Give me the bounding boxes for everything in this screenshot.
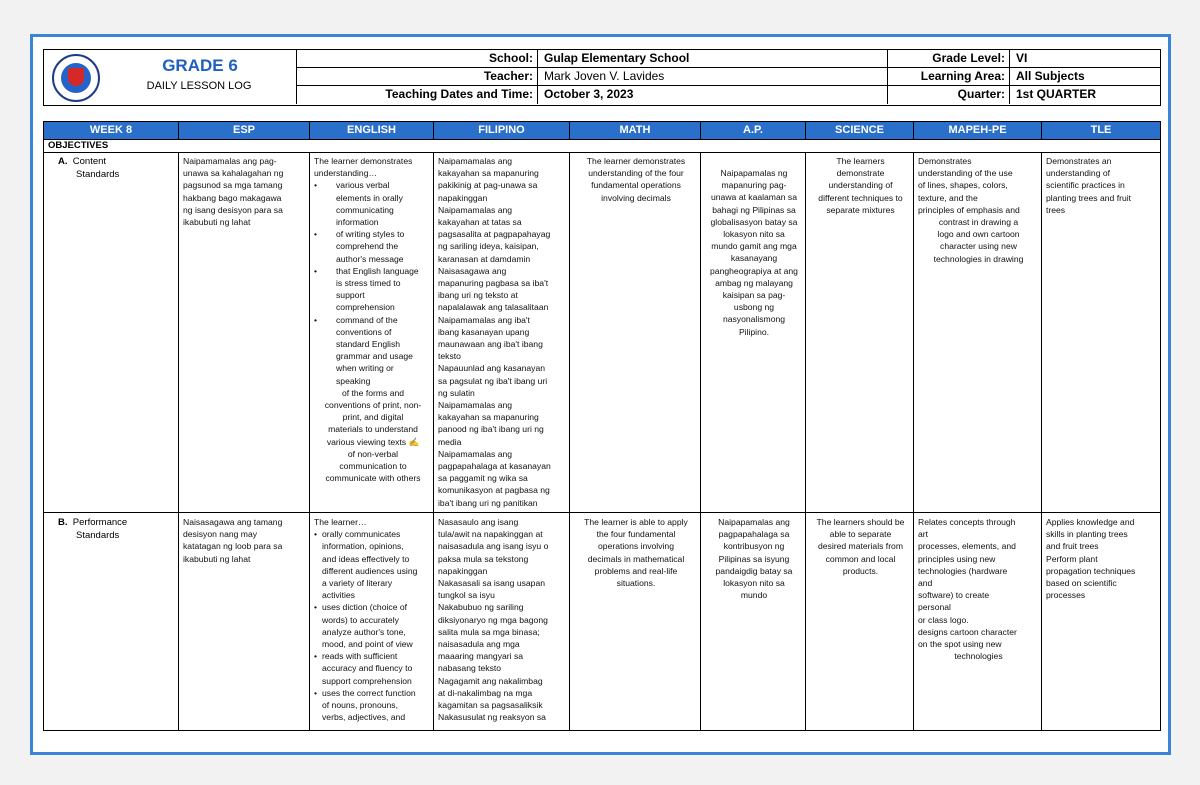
text-line: art [918, 529, 929, 540]
text-line: kagamitan sa pagsasaliksik [438, 700, 543, 711]
text-line: problems and real-life [594, 565, 678, 576]
text-line: understanding of [828, 180, 893, 191]
row-a-esp [183, 155, 307, 228]
text-line: Pilipino. [738, 326, 770, 337]
text-line: The learner demonstrates [586, 156, 686, 166]
text-line: karanasan at damdamin [438, 253, 531, 264]
text-line: ibang kasanayan upang [438, 326, 530, 337]
col-mapeh: MAPEH-PE [913, 122, 1041, 139]
bullet-item: • that English language is stress timed to support comprehension [314, 265, 432, 314]
text-line: products. [842, 565, 879, 576]
row-a-science [810, 155, 911, 216]
text-line: pangheograpiya at ang [710, 265, 798, 276]
text-line: decimals in mathematical [587, 553, 685, 564]
dates-label: Teaching Dates and Time: [296, 86, 537, 104]
text-line: Naisasagawa ang tamang [183, 517, 283, 527]
bullet-item: • uses diction (choice of words) to accurately analyze author's tone, mood, and point of view [314, 601, 432, 650]
text-line: processes [1046, 590, 1086, 601]
deped-seal-icon [52, 54, 100, 102]
text-line: ng sulatin [438, 387, 475, 398]
row-b-label: B. Performance Standards [58, 517, 128, 541]
bullet-item: • uses the correct function of nouns, pronouns, verbs, adjectives, and [314, 687, 432, 724]
text-line: demonstrate [836, 168, 885, 179]
text-line: desired materials from [817, 541, 903, 552]
text-line: salita mula sa mga binasa; [438, 626, 540, 637]
text-line: contrast in drawing a [938, 217, 1019, 228]
text-line: propagation techniques [1046, 565, 1136, 576]
grade-level-value: VI [1009, 50, 1161, 68]
school-value: Gulap Elementary School [537, 50, 887, 68]
text-line: pagpapahalaga sa [718, 529, 790, 540]
text-line: ikabubuti ng lahat [183, 553, 251, 564]
text-line: technologies (hardware [918, 565, 1008, 576]
row-a-english: The learner demonstrates understanding… • various verbal elements in orally communicating information • of writing styles to comprehend the author's message • that English language is stress timed to support comprehension • command of the conventions of standard English grammar and usage when writing or speaking of the forms and conventions of print, non- print, and digital materials to understand various viewing texts ✍ of non-verbal communication to communicate with others [314, 155, 432, 484]
row-b-ap [705, 516, 803, 601]
col-week: WEEK 8 [89, 124, 133, 136]
text-line: and [918, 578, 933, 589]
text-line: technologies in drawing [933, 253, 1024, 264]
text-line: pagsunod sa mga tamang [183, 180, 283, 191]
text-line: pakikinig at pag-unawa sa [438, 180, 538, 191]
row-a-math [574, 155, 698, 204]
text-line: napakinggan [438, 192, 488, 203]
text-line: texture, and the [918, 192, 978, 203]
text-line: kakayahan sa mapanuring [438, 168, 539, 179]
text-line: different techniques to [818, 192, 903, 203]
text-line: Nakabubuo ng sariling [438, 602, 524, 613]
text-line: Naipamamalas ang iba't [438, 314, 530, 325]
row-a-english-tail [314, 387, 432, 485]
row-b-tle [1046, 516, 1158, 601]
text-line: ng isang desisyon para sa [183, 204, 283, 215]
log-subtitle: DAILY LESSON LOG [146, 80, 252, 92]
text-line: Nakasasali sa isang usapan [438, 578, 546, 589]
text-line: nabasang teksto [438, 663, 502, 674]
text-line: fundamental operations [591, 180, 681, 191]
dates-value: October 3, 2023 [537, 86, 887, 104]
text-line: materials to understand [328, 424, 418, 435]
text-line: sa pagsulat ng iba't ibang uri [438, 375, 548, 386]
text-line: at di-nakalimbag na mga [438, 687, 533, 698]
text-line: ng sariling ideya, kaisipan, [438, 241, 539, 252]
text-line: tula/awit na napakinggan at [438, 529, 543, 540]
text-line: various viewing texts ✍ [326, 436, 420, 447]
row-b-english-bullets [314, 528, 432, 723]
text-line: kakayahan at tatas sa [438, 217, 522, 228]
col-science: SCIENCE [805, 122, 913, 139]
grade-title: GRADE 6 [162, 56, 238, 75]
text-line: Naipapamalas ang [718, 517, 790, 527]
text-line: kakayahan sa mapanuring [438, 412, 539, 423]
text-line: Nagagamit ang nakalimbag [438, 675, 543, 686]
text-line: Napauunlad ang kasanayan [438, 363, 546, 374]
text-line: hakbang bago makagawa [183, 192, 282, 203]
table-header [44, 122, 1160, 139]
text-line: Naipamamalas ang [438, 448, 513, 459]
text-line: conventions of print, non- [324, 400, 422, 411]
text-line: katatagan ng loob para sa [183, 541, 283, 552]
text-line: Naisasagawa ang [438, 265, 507, 276]
learning-area-label: Learning Area: [887, 68, 1009, 86]
text-line: personal [918, 602, 951, 613]
text-line: Perform plant [1046, 553, 1098, 564]
text-line: separate mixtures [826, 204, 895, 215]
text-line: naisasadula ang mga [438, 639, 520, 650]
text-line: processes, elements, and [918, 541, 1016, 552]
teacher-value: Mark Joven V. Lavides [537, 68, 887, 86]
text-line: on the spot using new [918, 639, 1002, 650]
bullet-item: • reads with sufficient accuracy and fluency to support comprehension [314, 650, 432, 687]
quarter-label: Quarter: [887, 86, 1009, 104]
text-line: technologies [954, 651, 1003, 662]
text-line: kaisipan sa pag- [722, 290, 786, 301]
school-label: School: [296, 50, 537, 68]
quarter-value: 1st QUARTER [1009, 86, 1161, 104]
text-line: bahagi ng Pilipinas sa [712, 204, 796, 215]
bullet-item: • command of the conventions of standard English grammar and usage when writing or speaking [314, 314, 432, 387]
text-line: diksiyonaryo ng mga bagong [438, 614, 548, 625]
row-b-mapeh [918, 516, 1039, 662]
objectives-row [44, 139, 1160, 152]
text-line: operations involving [598, 541, 674, 552]
text-line: print, and digital [342, 412, 404, 423]
text-line: software) to create [918, 590, 990, 601]
text-line: kasanayang [730, 253, 778, 264]
text-line: character using new [940, 241, 1017, 252]
text-line: able to separate [829, 529, 892, 540]
row-b-science [810, 516, 911, 577]
text-line: mapanuring pag- [721, 180, 787, 191]
text-line: Nakasusulat ng reaksyon sa [438, 712, 546, 723]
text-line: The learners should be [816, 517, 905, 527]
text-line: designs cartoon character [918, 626, 1017, 637]
col-filipino: FILIPINO [433, 122, 569, 139]
text-line: based on scientific [1046, 578, 1117, 589]
text-line: paksa mula sa tekstong [438, 553, 529, 564]
text-line: iba't ibang uri ng panitikan [438, 497, 538, 508]
text-line: The learners [836, 156, 885, 166]
text-line: Naipamamalas ang pag- [183, 156, 277, 166]
text-line: pandaigdig batay sa [715, 565, 793, 576]
text-line: Nasasaulo ang isang [438, 517, 519, 527]
text-line: understanding of the use [918, 168, 1013, 179]
col-esp: ESP [178, 122, 309, 139]
row-b-esp [183, 516, 307, 565]
text-line: trees [1046, 204, 1066, 215]
objectives-label: OBJECTIVES [48, 140, 109, 151]
text-line: Demonstrates an [1046, 156, 1112, 166]
text-line: Pilipinas sa isyung [718, 553, 790, 564]
col-math: MATH [569, 122, 700, 139]
learning-area-value: All Subjects [1009, 68, 1161, 86]
text-line: communication to [339, 461, 407, 472]
text-line: principles of emphasis and [918, 204, 1020, 215]
text-line: sa paggamit ng wika sa [438, 473, 528, 484]
col-tle: TLE [1041, 122, 1160, 139]
text-line: napakinggan [438, 565, 488, 576]
text-line: situations. [616, 578, 656, 589]
text-line: usbong ng [733, 302, 775, 313]
text-line: of the forms and [341, 387, 405, 398]
text-line: mundo [740, 590, 768, 601]
text-line: or class logo. [918, 614, 969, 625]
text-line: logo and own cartoon [937, 229, 1020, 240]
text-line: understanding of [1046, 168, 1111, 179]
text-line: planting trees and fruit [1046, 192, 1132, 203]
row-a-english-bullets [314, 179, 432, 386]
text-line: teksto [438, 351, 461, 362]
text-line: ikabubuti ng lahat [183, 217, 251, 228]
text-line: napalalawak ang talasalitaan [438, 302, 549, 313]
text-line: common and local [825, 553, 896, 564]
text-line: pagpapahalaga at kasanayan [438, 461, 551, 472]
text-line: of lines, shapes, colors, [918, 180, 1008, 191]
bullet-item: • of writing styles to comprehend the author's message [314, 228, 432, 265]
text-line: unawa at kaalaman sa [711, 192, 797, 203]
grade-level-label: Grade Level: [887, 50, 1009, 68]
lesson-log-page [30, 34, 1171, 755]
row-a-ap [705, 167, 803, 338]
text-line: media [438, 436, 462, 447]
text-line: mundo gamit ang mga [711, 241, 797, 252]
text-line: scientific practices in [1046, 180, 1125, 191]
text-line: involving decimals [601, 192, 671, 203]
row-a-label: A. Content Standards [58, 156, 120, 180]
text-line: Relates concepts through [918, 517, 1016, 527]
header-block [43, 49, 1161, 106]
text-line: maaaring mangyari sa [438, 651, 524, 662]
text-line: understanding of the four [588, 168, 684, 179]
bullet-item: • orally communicates information, opinions, and ideas effectively to different audiences using a variety of literary activities [314, 528, 432, 601]
text-line: maunawaan ang iba't ibang [438, 339, 543, 350]
row-b-english: The learner… • orally communicates information, opinions, and ideas effectively to different audiences using a variety of literary activities • uses diction (choice of words) to accurately analyze author's tone, mood, and point of view • reads with sufficient accuracy and fluency to support comprehension • uses the correct function of nouns, pronouns, verbs, adjectives, and [314, 516, 432, 723]
text-line: and fruit trees [1046, 541, 1099, 552]
row-b-filipino [438, 516, 568, 728]
lesson-table [43, 121, 1161, 731]
teacher-label: Teacher: [296, 68, 537, 86]
text-line: lokasyon nito sa [723, 229, 785, 240]
text-line: lokasyon nito sa [723, 578, 785, 589]
text-line: desisyon nang may [183, 529, 258, 540]
text-line: communicate with others [325, 473, 421, 484]
text-line: ibang uri ng teksto at [438, 290, 518, 301]
text-line: globalisasyon batay sa [710, 216, 798, 227]
bullet-item: • various verbal elements in orally communicating information [314, 179, 432, 228]
text-line: Naipamamalas ang [438, 400, 513, 411]
text-line: panood ng iba't ibang uri ng [438, 424, 544, 435]
text-line: Naipapamalas ng [720, 168, 788, 178]
text-line: The learner is able to apply [584, 517, 688, 527]
row-a-tle [1046, 155, 1158, 216]
text-line: naisasadula ang isang isyu o [438, 541, 549, 552]
text-line: mapanuring pagbasa sa iba't [438, 278, 549, 289]
text-line: Naipamamalas ang [438, 204, 513, 215]
text-line: pagsasalita at pagpapahayag [438, 229, 551, 240]
header-info-grid [296, 50, 1161, 105]
text-line: the four fundamental [596, 529, 676, 540]
text-line: komunikasyon at pagbasa ng [438, 485, 550, 496]
text-line: Demonstrates [918, 156, 972, 166]
row-a-mapeh [918, 155, 1039, 265]
text-line: Applies knowledge and [1046, 517, 1135, 527]
text-line: ambag ng malayang [715, 277, 793, 288]
col-english: ENGLISH [309, 122, 433, 139]
text-line: unawa sa kahalagahan ng [183, 168, 284, 179]
col-ap: A.P. [700, 122, 805, 139]
row-a-filipino [438, 155, 568, 509]
text-line: kontribusyon ng [723, 541, 785, 552]
text-line: tungkol sa isyu [438, 590, 495, 601]
row-b-math [574, 516, 698, 589]
text-line: of non-verbal [347, 448, 399, 459]
text-line: skills in planting trees [1046, 529, 1128, 540]
text-line: nasyonalismong [722, 314, 786, 325]
text-line: principles using new [918, 553, 996, 564]
text-line: Naipamamalas ang [438, 156, 513, 166]
